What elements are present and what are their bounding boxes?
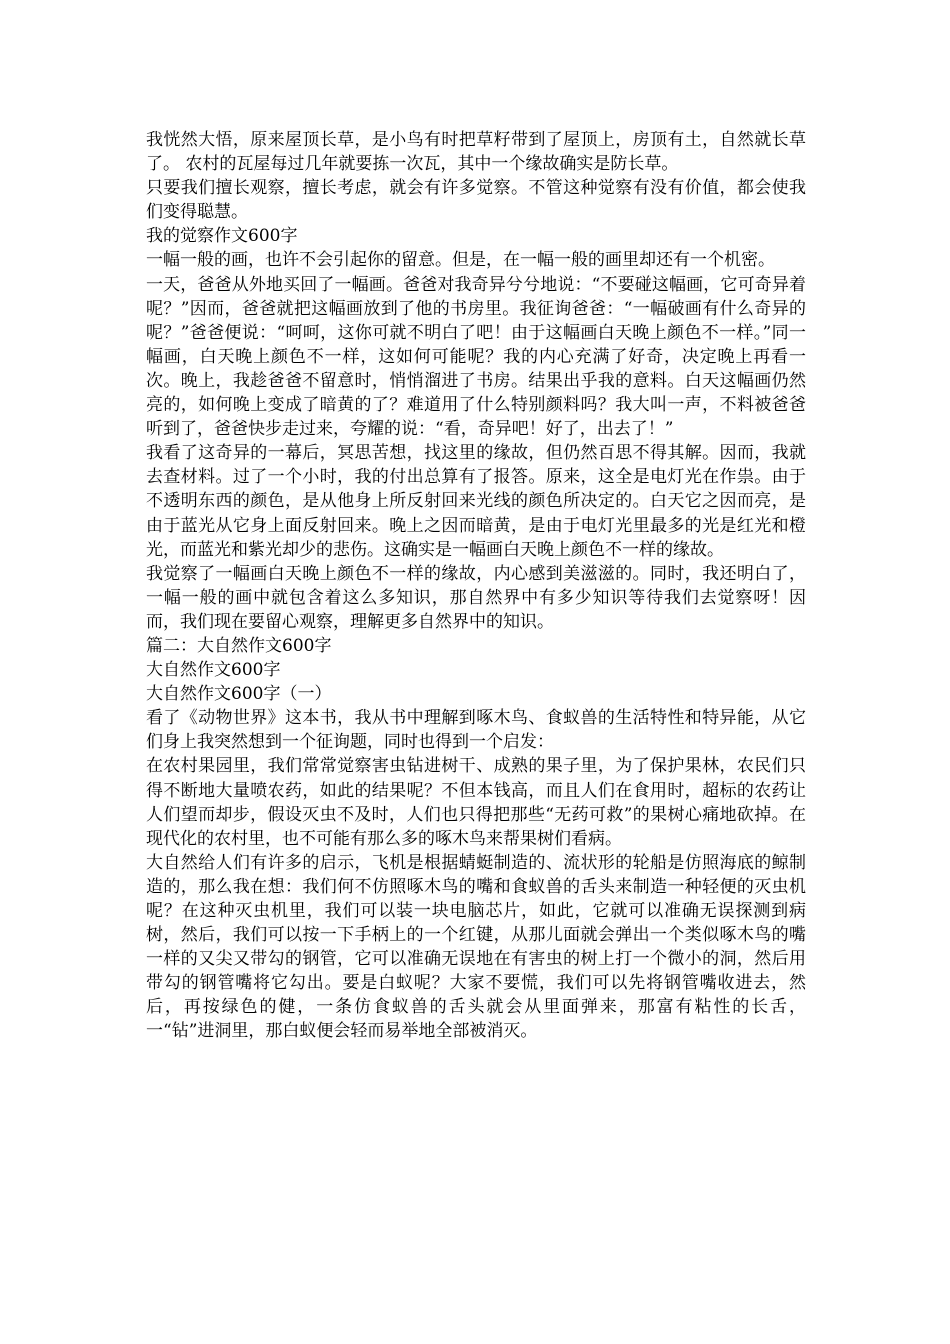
essay-title-discovery: 我的觉察作文600字: [146, 226, 298, 247]
paragraph-ordinary-painting: 一幅一般的画，也许不会引起你的留意。但是，在一幅一般的画里却还有一个机密。: [146, 250, 775, 271]
essay-title-nature-one: 大自然作文600字（一）: [146, 684, 332, 705]
paragraph-father-painting: 一天，爸爸从外地买回了一幅画。爸爸对我奇异兮兮地说：“不要碰这幅画，它可奇异着呢？”因而，爸爸就把这幅画放到了他的书房里。我征询爸爸：“一幅破画有什么奇异的呢？”爸爸便说：“呵呵，这你可就不明白了吧！由于这幅画白天晚上颜色不一样。”同一幅画，白天晚上颜色不一样，这如何可能呢？我的内心充满了好奇，决定晚上再看一次。晚上，我趁爸爸不留意时，悄悄溜进了书房。结果出乎我的意料。白天这幅画仍然亮的，如何晚上变成了暗黄的了？难道用了什么特别颜料吗？我大叫一声，不料被爸爸听到了，爸爸快步走过来，夸耀的说：“看，奇异吧！好了，出去了！”: [146, 274, 806, 440]
section-title-part-two: 篇二：大自然作文600字: [146, 635, 332, 656]
paragraph-roof-grass: 我恍然大悟，原来屋顶长草，是小鸟有时把草籽带到了屋顶上，房顶有土，自然就长草了。 农村的瓦屋每过几年就要拣一次瓦，其中一个缘故确实是防长草。: [146, 130, 806, 175]
document-page: [146, 128, 806, 1044]
paragraph-pest-machine: 大自然给人们有许多的启示，飞机是根据蜻蜓制造的、流状形的轮船是仿照海底的鲸制造的，那么我在想：我们何不仿照啄木鸟的嘴和食蚁兽的舌头来制造一种轻便的灭虫机呢？在这种灭虫机里，我们可以装一块电脑芯片，如此，它就可以准确无误探测到病树，然后，我们可以按一下手柄上的一个红键，从那儿面就会弹出一个类似啄木鸟的嘴一样的又尖又带勾的钢管，它可以准确无误地在有害虫的树上打一个微小的洞，然后用带勾的钢管嘴将它勾出。要是白蚁呢？大家不要慌，我们可以先将钢管嘴收进去，然后，再按绿色的健，一条仿食蚁兽的舌头就会从里面弹来，那富有粘性的长舌，一“钻”进洞里，那白蚁便会轻而易举地全部被消灭。: [146, 852, 806, 1042]
essay-title-nature: 大自然作文600字: [146, 660, 281, 681]
paragraph-conclusion-discovery: 我觉察了一幅画白天晚上颜色不一样的缘故，内心感到美滋滋的。同时，我还明白了，一幅一般的画中就包含着这么多知识，那自然界中有多少知识等待我们去觉察呀！因而，我们现在要留心观察，理解更多自然界中的知识。: [146, 563, 806, 632]
paragraph-research-light: 我看了这奇异的一幕后，冥思苦想，找这里的缘故，但仍然百思不得其解。因而，我就去查材料。过了一个小时，我的付出总算有了报答。原来，这全是电灯光在作祟。由于不透明东西的颜色，是从他身上所反射回来光线的颜色所决定的。白天它之因而亮，是由于蓝光从它身上面反射回来。晚上之因而暗黄，是由于电灯光里最多的光是红光和橙光，而蓝光和紫光却少的悲伤。这确实是一幅画白天晚上颜色不一样的缘故。: [146, 443, 806, 560]
paragraph-observation-wisdom: 只要我们擅长观察，擅长考虑，就会有许多觉察。不管这种觉察有没有价值，都会使我们变得聪慧。: [146, 178, 806, 223]
paragraph-orchard-pests: 在农村果园里，我们常常觉察害虫钻进树干、成熟的果子里，为了保护果林，农民们只得不断地大量喷农药，如此的结果呢？不但本钱高，而且人们在食用时，超标的农药让人们望而却步，假设灭虫不及时，人们也只得把那些“无药可救”的果树心痛地砍掉。在现代化的农村里，也不可能有那么多的啄木鸟来帮果树们看病。: [146, 756, 806, 849]
paragraph-animal-world: 看了《动物世界》这本书，我从书中理解到啄木鸟、食蚁兽的生活特性和特异能，从它们身上我突然想到一个征询题，同时也得到一个启发：: [146, 708, 806, 753]
